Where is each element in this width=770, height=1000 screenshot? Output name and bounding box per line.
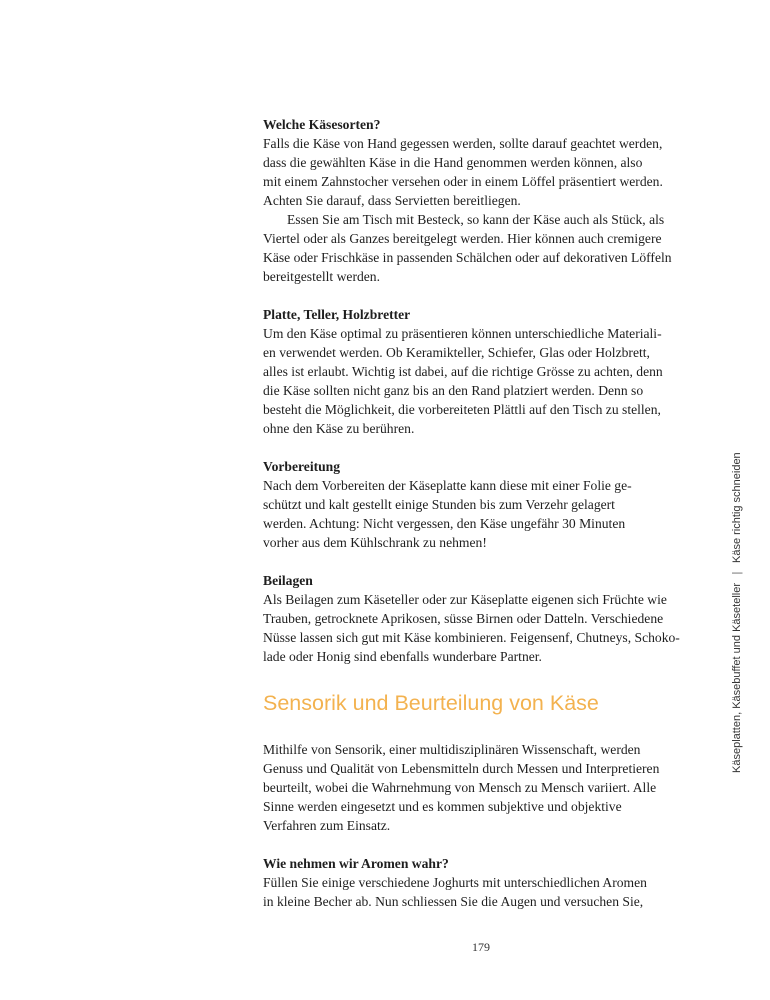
section-aromen bbox=[263, 854, 695, 911]
paragraph: Mithilfe von Sensorik, einer multidisziplinären Wissenschaft, werden Genuss und Qualität von Lebensmitteln durch Messen und Interpretieren beurteilt, wobei die Wahrnehmung von Mensch zu Mensch variiert. Alle Sinne werden eingesetzt und es kommen subjektive und objektive Verfahren zum Einsatz. bbox=[263, 742, 660, 833]
heading-kaesesorten: Welche Käsesorten? bbox=[263, 117, 381, 132]
running-header-vertical bbox=[731, 452, 743, 773]
section-platte bbox=[263, 305, 695, 438]
running-header-chapter: Käseplatten, Käsebuffet und Käseteller bbox=[731, 583, 743, 773]
paragraph: Füllen Sie einige verschiedene Joghurts mit unterschiedlichen Aromen in kleine Becher ab. Nun schliessen Sie die Augen und versuchen Sie, bbox=[263, 875, 647, 909]
paragraph: Falls die Käse von Hand gegessen werden, sollte darauf geachtet werden, dass die gewählten Käse in die Hand genommen werden können, also mit einem Zahnstocher versehen oder in einem Löffel präsentiert werden. Achten Sie darauf, dass Servietten bereitliegen. bbox=[263, 136, 663, 208]
chapter-heading-sensorik: Sensorik und Beurteilung von Käse bbox=[263, 691, 599, 715]
section-sensorik bbox=[263, 740, 695, 835]
page-number: 179 bbox=[472, 940, 490, 954]
heading-platte: Platte, Teller, Holzbretter bbox=[263, 307, 411, 322]
running-header-section: Käse richtig schneiden bbox=[731, 452, 743, 563]
section-vorbereitung bbox=[263, 457, 695, 552]
running-header-separator: | bbox=[731, 571, 743, 575]
text-column bbox=[263, 115, 695, 930]
heading-aromen: Wie nehmen wir Aromen wahr? bbox=[263, 856, 449, 871]
section-beilagen bbox=[263, 571, 695, 666]
heading-beilagen: Beilagen bbox=[263, 573, 313, 588]
paragraph: Nach dem Vorbereiten der Käseplatte kann diese mit einer Folie ge- schützt und kalt gestellt einige Stunden bis zum Verzehr gelagert werden. Achtung: Nicht vergessen, den Käse ungefähr 30 Minuten vorher aus dem Kühlschrank zu nehmen! bbox=[263, 478, 632, 550]
paragraph: Um den Käse optimal zu präsentieren können unterschiedliche Materiali- en verwendet werden. Ob Keramikteller, Schiefer, Glas oder Holzbrett, alles ist erlaubt. Wichtig ist dabei, auf die richtige Grösse zu achten, denn die Käse sollten nicht ganz bis an den Rand platziert werden. Denn so besteht die Möglichkeit, die vorbereiteten Plättli auf den Tisch zu stellen, ohne den Käse zu berühren. bbox=[263, 326, 663, 436]
paragraph: Essen Sie am Tisch mit Besteck, so kann der Käse auch als Stück, als Viertel oder als Ganzes bereitgelegt werden. Hier können auch cremigere Käse oder Frischkäse in passenden Schälchen oder auf dekorativen Löffeln bereitgestellt werden. bbox=[263, 212, 672, 284]
heading-vorbereitung: Vorbereitung bbox=[263, 459, 341, 474]
paragraph: Als Beilagen zum Käseteller oder zur Käseplatte eigenen sich Früchte wie Trauben, getrocknete Aprikosen, süsse Birnen oder Datteln. Verschiedene Nüsse lassen sich gut mit Käse kombinieren. Feigensenf, Chutneys, Schoko- lade oder Honig sind ebenfalls wunderbare Partner. bbox=[263, 592, 680, 664]
section-kaesesorten bbox=[263, 115, 695, 286]
